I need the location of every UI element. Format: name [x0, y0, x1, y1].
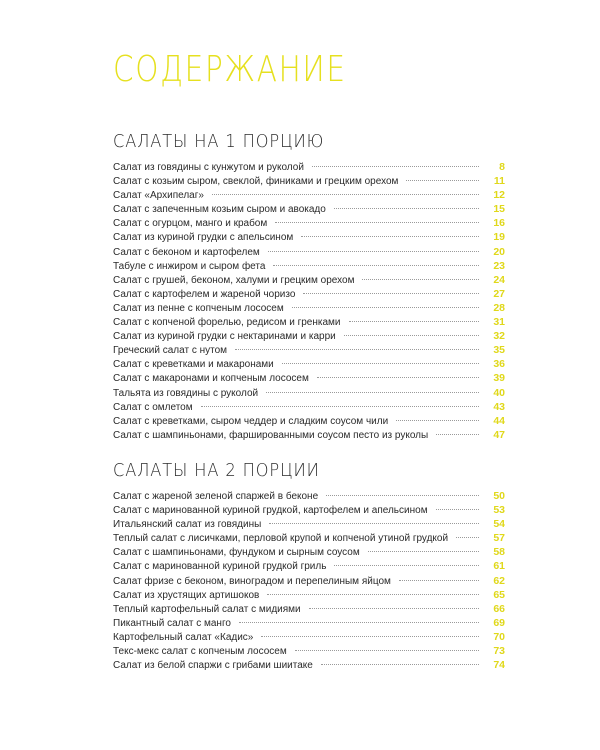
- toc-entry-page-number: 53: [493, 504, 505, 517]
- toc-entry[interactable]: [113, 174, 505, 188]
- toc-entry[interactable]: [113, 531, 505, 545]
- toc-entry[interactable]: [113, 315, 505, 329]
- toc-entry[interactable]: [113, 489, 505, 503]
- toc-entry-label: Тальята из говядины с руколой: [113, 387, 259, 399]
- toc-entry[interactable]: [113, 357, 505, 371]
- dot-leader: [349, 321, 480, 322]
- toc-entry-page-number: 16: [493, 217, 505, 230]
- toc-entry[interactable]: [113, 574, 505, 588]
- toc-entry-page-number: 28: [493, 301, 505, 314]
- toc-entry-label: Салат с копченой форелью, редисом и гренками: [113, 317, 341, 329]
- toc-entry[interactable]: [113, 202, 505, 216]
- toc-entry-page-number: 27: [493, 287, 505, 300]
- dot-leader: [436, 434, 479, 435]
- toc-list-1-portion: [113, 160, 505, 442]
- toc-entry[interactable]: [113, 386, 505, 400]
- toc-entry-page-number: 40: [493, 386, 505, 399]
- toc-entry-label: Салат с козьим сыром, свеклой, финиками и грецким орехом: [113, 176, 399, 188]
- toc-entry[interactable]: [113, 301, 505, 315]
- toc-entry-page-number: 69: [493, 616, 505, 629]
- toc-entry[interactable]: [113, 644, 505, 658]
- dot-leader: [436, 509, 479, 510]
- toc-entry-label: Теплый салат с лисичками, перловой крупой и копченой утиной грудкой: [113, 533, 449, 545]
- toc-entry-label: Салат с беконом и картофелем: [113, 246, 260, 258]
- dot-leader: [309, 608, 479, 609]
- toc-entry-label: Греческий салат с нутом: [113, 345, 228, 357]
- dot-leader: [312, 166, 479, 167]
- dot-leader: [344, 335, 479, 336]
- toc-entry[interactable]: [113, 230, 505, 244]
- toc-entry[interactable]: [113, 630, 505, 644]
- dot-leader: [456, 537, 479, 538]
- toc-entry[interactable]: [113, 414, 505, 428]
- toc-entry-label: Картофельный салат «Кадис»: [113, 631, 254, 643]
- dot-leader: [295, 650, 479, 651]
- toc-entry[interactable]: [113, 160, 505, 174]
- dot-leader: [261, 636, 479, 637]
- toc-entry-label: Табуле с инжиром и сыром фета: [113, 260, 266, 272]
- toc-entry-page-number: 50: [493, 490, 505, 502]
- toc-entry-label: Салат с макаронами и копченым лососем: [113, 373, 309, 385]
- toc-entry-page-number: 47: [493, 428, 505, 441]
- dot-leader: [362, 279, 479, 280]
- dot-leader: [239, 622, 479, 623]
- dot-leader: [399, 580, 479, 581]
- dot-leader: [326, 495, 479, 496]
- toc-entry-label: Салат с маринованной куриной грудкой, картофелем и апельсином: [113, 505, 428, 517]
- toc-entry-page-number: 35: [493, 344, 505, 357]
- toc-entry-label: Теплый картофельный салат с мидиями: [113, 603, 301, 615]
- toc-entry[interactable]: [113, 329, 505, 343]
- dot-leader: [275, 222, 479, 223]
- toc-entry-page-number: 20: [493, 245, 505, 258]
- toc-entry-page-number: 36: [493, 358, 505, 371]
- toc-entry[interactable]: [113, 517, 505, 531]
- toc-entry-page-number: 32: [493, 330, 505, 343]
- dot-leader: [317, 377, 479, 378]
- toc-entry-label: Салат из куриной грудки с апельсином: [113, 232, 294, 244]
- toc-entry-label: Салат из куриной грудки с нектаринами и карри: [113, 331, 336, 343]
- toc-entry-page-number: 54: [493, 518, 505, 531]
- toc-entry-label: Салат с маринованной куриной грудкой гриль: [113, 561, 327, 573]
- toc-entry[interactable]: [113, 602, 505, 616]
- dot-leader: [301, 236, 479, 237]
- toc-entry-page-number: 43: [493, 400, 505, 413]
- toc-entry-page-number: 70: [493, 630, 505, 643]
- toc-entry-page-number: 19: [493, 231, 505, 244]
- toc-entry[interactable]: [113, 658, 505, 672]
- toc-entry[interactable]: [113, 428, 505, 442]
- toc-entry[interactable]: [113, 545, 505, 559]
- toc-entry-label: Салат с огурцом, манго и крабом: [113, 218, 268, 230]
- toc-entry[interactable]: [113, 245, 505, 259]
- toc-entry-page-number: 58: [493, 546, 505, 559]
- toc-entry-label: Салат фризе с беконом, виноградом и перепелиным яйцом: [113, 575, 391, 587]
- toc-entry-page-number: 73: [493, 645, 505, 658]
- dot-leader: [269, 523, 479, 524]
- toc-entry-label: Пикантный салат с манго: [113, 617, 231, 629]
- toc-entry[interactable]: [113, 343, 505, 357]
- toc-entry-label: Салат с креветками и макаронами: [113, 359, 274, 371]
- toc-entry[interactable]: [113, 287, 505, 301]
- toc-entry-page-number: 11: [493, 175, 505, 188]
- toc-entry-label: Салат с запеченным козьим сыром и авокадо: [113, 204, 326, 216]
- page-title: СОДЕРЖАНИЕ: [113, 49, 347, 90]
- toc-entry-page-number: 15: [493, 203, 505, 216]
- toc-entry-label: Салат из белой спаржи с грибами шиитаке: [113, 660, 313, 672]
- toc-entry-page-number: 23: [493, 259, 505, 272]
- toc-entry-page-number: 65: [493, 588, 505, 601]
- toc-entry-label: Салат с грушей, беконом, халуми и грецким орехом: [113, 274, 355, 286]
- toc-entry[interactable]: [113, 259, 505, 273]
- toc-entry-page-number: 61: [493, 560, 505, 573]
- dot-leader: [282, 363, 479, 364]
- dot-leader: [273, 265, 479, 266]
- dot-leader: [235, 349, 479, 350]
- toc-entry-label: Салат «Архипелаг»: [113, 190, 204, 202]
- toc-entry[interactable]: [113, 216, 505, 230]
- toc-entry[interactable]: [113, 273, 505, 287]
- dot-leader: [334, 565, 479, 566]
- toc-entry-page-number: 62: [493, 574, 505, 587]
- toc-entry-label: Салат из говядины с кунжутом и руколой: [113, 162, 304, 173]
- toc-entry[interactable]: [113, 400, 505, 414]
- toc-entry[interactable]: [113, 188, 505, 202]
- toc-entry-label: Итальянский салат из говядины: [113, 519, 262, 531]
- dot-leader: [321, 664, 479, 665]
- toc-entry-page-number: 8: [499, 161, 505, 173]
- toc-entry-page-number: 31: [493, 316, 505, 329]
- toc-entry-page-number: 44: [493, 414, 505, 427]
- toc-entry[interactable]: [113, 503, 505, 517]
- dot-leader: [292, 307, 479, 308]
- toc-entry[interactable]: [113, 616, 505, 630]
- toc-entry-page-number: 74: [493, 659, 505, 672]
- toc-entry[interactable]: [113, 559, 505, 573]
- dot-leader: [212, 194, 479, 195]
- dot-leader: [368, 551, 479, 552]
- section-title-2-portions: САЛАТЫ НА 2 ПОРЦИИ: [113, 460, 320, 481]
- toc-entry-label: Салат с омлетом: [113, 401, 193, 413]
- toc-entry-label: Салат с креветками, сыром чеддер и сладким соусом чили: [113, 415, 389, 427]
- dot-leader: [267, 594, 479, 595]
- toc-entry-label: Текс-мекс салат с копченым лососем: [113, 646, 287, 658]
- section-title-1-portion: САЛАТЫ НА 1 ПОРЦИЮ: [113, 131, 325, 152]
- toc-entry[interactable]: [113, 588, 505, 602]
- toc-entry-label: Салат с жареной зеленой спаржей в беконе: [113, 491, 319, 502]
- dot-leader: [268, 251, 479, 252]
- toc-entry-label: Салат с картофелем и жареной чоризо: [113, 288, 296, 300]
- toc-entry-label: Салат с шампиньонами, фаршированными соусом песто из руколы: [113, 429, 429, 441]
- toc-entry-page-number: 24: [493, 273, 505, 286]
- toc-entry-label: Салат из пенне с копченым лососем: [113, 302, 284, 314]
- toc-entry-label: Салат из хрустящих артишоков: [113, 589, 260, 601]
- dot-leader: [303, 293, 479, 294]
- toc-entry-page-number: 39: [493, 372, 505, 385]
- dot-leader: [334, 208, 479, 209]
- dot-leader: [396, 420, 479, 421]
- toc-list-2-portions: [113, 489, 505, 672]
- dot-leader: [266, 392, 479, 393]
- dot-leader: [201, 406, 479, 407]
- toc-entry-label: Салат с шампиньонами, фундуком и сырным соусом: [113, 547, 360, 559]
- toc-entry-page-number: 57: [493, 532, 505, 545]
- toc-entry-page-number: 66: [493, 602, 505, 615]
- toc-entry[interactable]: [113, 371, 505, 385]
- dot-leader: [406, 180, 479, 181]
- toc-entry-page-number: 12: [493, 189, 505, 202]
